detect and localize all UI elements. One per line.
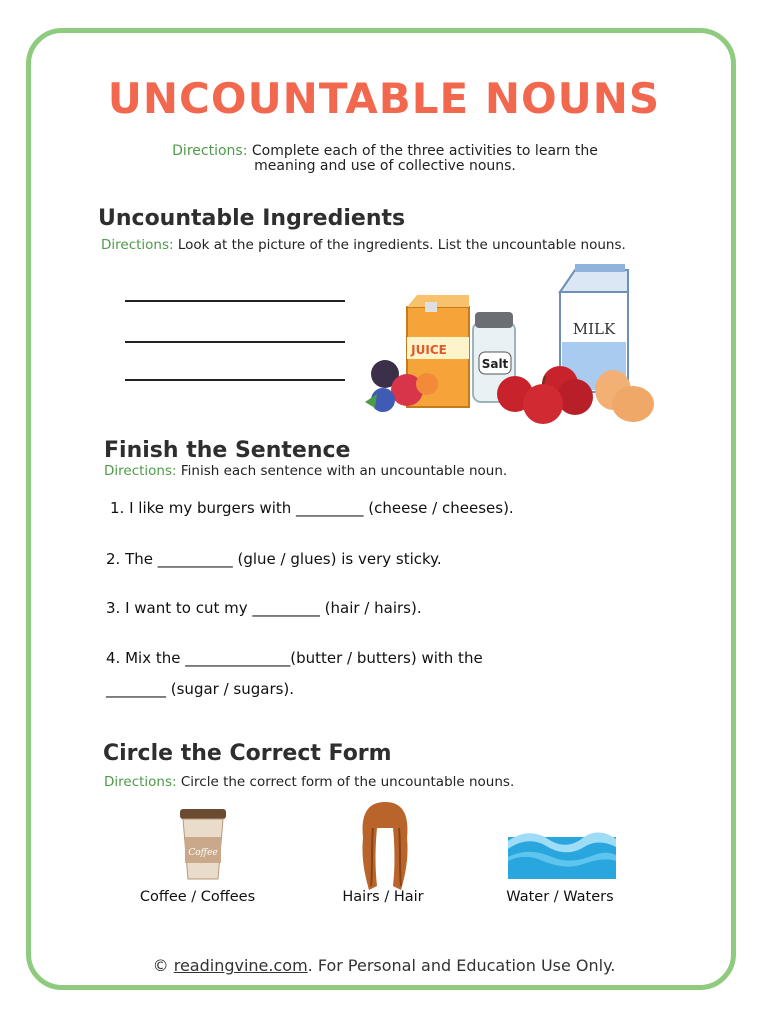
water-icon: [508, 827, 618, 879]
intro-directions-text-2: meaning and use of collective nouns.: [254, 158, 516, 174]
sentence-4-continued: ________ (sugar / sugars).: [106, 680, 295, 698]
juice-label: JUICE: [411, 343, 447, 357]
hair-icon: [355, 798, 415, 893]
ingredients-illustration: [355, 262, 675, 432]
intro-directions-label: Directions:: [172, 143, 248, 159]
sentence-4: 4. Mix the ______________(butter / butters) with the: [106, 649, 483, 667]
ingredients-directions-text: Look at the picture of the ingredients. List the uncountable nouns.: [173, 237, 626, 253]
footer-link[interactable]: readingvine.com: [173, 956, 308, 975]
coffee-cup-icon: [174, 805, 234, 885]
eggs-icon: [595, 370, 654, 422]
page-title: UNCOUNTABLE NOUNS: [107, 74, 661, 123]
sentence-1: 1. I like my burgers with _________ (cheese / cheeses).: [110, 499, 514, 517]
sentence-directions-text: Finish each sentence with an uncountable noun.: [176, 463, 508, 479]
section-heading-ingredients: Uncountable Ingredients: [98, 206, 406, 231]
footer-text: . For Personal and Education Use Only.: [307, 956, 616, 975]
circle-directions-label: Directions:: [104, 774, 177, 790]
circle-directions-text: Circle the correct form of the uncountable nouns.: [176, 774, 515, 790]
section-heading-sentence: Finish the Sentence: [104, 438, 351, 463]
answer-line-3[interactable]: [125, 379, 345, 381]
sentence-directions-label: Directions:: [104, 463, 177, 479]
coffee-cup-label: Coffee: [188, 848, 218, 858]
answer-line-1[interactable]: [125, 300, 345, 302]
sentence-directions: [104, 463, 507, 479]
sentence-3: 3. I want to cut my _________ (hair / hairs).: [106, 599, 422, 617]
sentence-2: 2. The __________ (glue / glues) is very sticky.: [106, 550, 442, 568]
milk-label: MILK: [572, 320, 616, 338]
footer: [0, 956, 768, 975]
answer-line-2[interactable]: [125, 341, 345, 343]
section-heading-circle: Circle the Correct Form: [103, 741, 392, 766]
choice-water[interactable]: Water / Waters: [506, 889, 614, 905]
intro-directions-text-1: Complete each of the three activities to learn the: [247, 143, 598, 159]
salt-label: Salt: [481, 357, 509, 371]
ingredients-directions: [101, 237, 626, 253]
copyright-symbol: ©: [152, 956, 174, 975]
circle-directions: [104, 774, 514, 790]
ingredients-directions-label: Directions:: [101, 237, 174, 253]
choice-hair[interactable]: Hairs / Hair: [342, 889, 424, 905]
choice-coffee[interactable]: Coffee / Coffees: [139, 889, 256, 905]
intro-directions: [140, 144, 630, 174]
